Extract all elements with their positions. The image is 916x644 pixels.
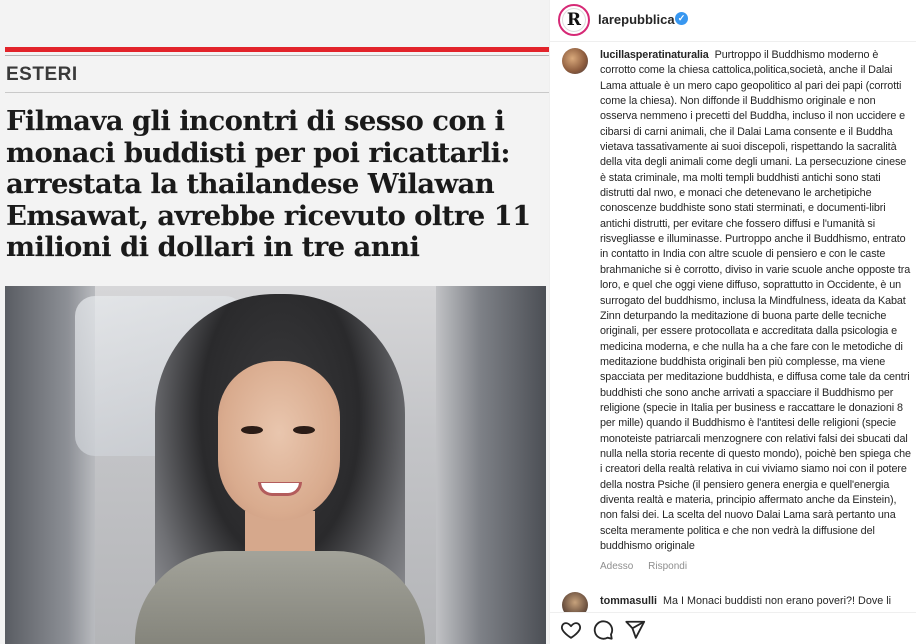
car-interior-right: [436, 286, 546, 644]
grey-rule: [5, 55, 549, 56]
heart-icon[interactable]: [560, 619, 582, 641]
portrait-eye-right: [293, 426, 315, 434]
share-icon[interactable]: [624, 619, 646, 641]
portrait-eye-left: [241, 426, 263, 434]
comment-content: Purtroppo il Buddhismo moderno è corrotto come la chiesa cattolica,politica,società, anche il Dalai Lama attuale è un mero capo geopolitico al pari dei papi (corrotti come la chiesa). Non diffonde il Buddhismo originale e non osserva nemmeno i precetti del Buddha, incluso il non uccidere e cibarsi di carni animali, che il Dalai Lama consente e il Buddha vietava tassativamente ai suoi discepoli, rispettando la sacralità della vita degli animali come degli umani. La persecuzione cinese è stata criminale, ma molti templi buddhisti antichi sono stati distrutti dal nwo, e monaci che detenevano le archetipiche conoscenze buddhiste sono stati sterminati, e documenti-libri antichi distrutti, per evitare che fossero diffusi e l'umanità si risvegliasse e illuminasse. Purtroppo anche il Buddhismo, entrato in contatto in India con altre scuole di pensiero e con le caste brahmaniche si è corrotto, diviso in varie scuole anche opposte tra loro, e quel che oggi viene diffuso, soprattutto in Occidente, è un surrogato del buddhismo, inclusa la Mindfulness, ideata da Kabat Zinn deturpando la meditazione di buona parte delle tecniche originali, per essere protocollata e accreditata dalla psicologia e medicina moderna, e che nulla ha a che fare con le metodiche di meditazione buddhista originali ben più complesse, ma viene spacciata per meditazione buddhista, e diffusa come tale da centri buddhisti che sono anche arrivati a spacciare il Buddhismo per religione (specie in Italia per business e raccattare le donazioni 8 per mille) quando il Buddhismo è l'antitesi delle religioni (specie monoteiste patriarcali menzognere con relativi falsi dei sbucati dal nulla nella storia recente di questo mondo), poichè ben spiega che i creatori della realtà relativa in cui viviamo siamo noi con il potere della nostra Psiche (il pensiero genera energia e quell'energia diventa realtà e materia, principio affermato anche da Einstein), non falsi dei. La scelta del nuovo Dalai Lama sarà pertanto una scelta meramente politica e che non vedrà la diffusione del buddhismo originale: [600, 49, 911, 552]
account-logo: R: [562, 8, 586, 32]
comment-text: [600, 594, 912, 609]
account-avatar[interactable]: [558, 4, 590, 36]
comments-panel: [549, 0, 916, 644]
section-label: ESTERI: [6, 64, 78, 85]
portrait-jacket: [135, 551, 425, 644]
account-handle[interactable]: larepubblica: [598, 12, 675, 27]
reply-button[interactable]: Rispondi: [648, 561, 688, 572]
verified-badge-icon: ✓: [675, 12, 688, 25]
comment-username[interactable]: lucillasperatinaturalia: [600, 49, 709, 61]
comment-time: Adesso: [600, 561, 634, 572]
article-photo: [5, 286, 546, 644]
action-bar: [550, 612, 916, 644]
commenter-avatar[interactable]: [562, 48, 588, 74]
article-headline: Filmava gli incontri di sesso con i monaci buddisti per poi ricattarli: arrestata la thailandese Wilawan Emsawat, avrebbe ricevuto oltre 11 milioni di dollari in tre anni: [6, 105, 531, 263]
section-divider: [5, 92, 549, 93]
comment-meta: [600, 561, 699, 572]
comment-icon[interactable]: [592, 619, 614, 641]
comment-username[interactable]: tommasulli: [600, 595, 657, 607]
comment-content: Ma I Monaci buddisti non erano poveri?! Dove li: [663, 595, 892, 607]
portrait-face: [218, 361, 340, 521]
red-rule: [5, 47, 549, 52]
comment-text: [600, 48, 912, 554]
post-header: [550, 0, 916, 42]
